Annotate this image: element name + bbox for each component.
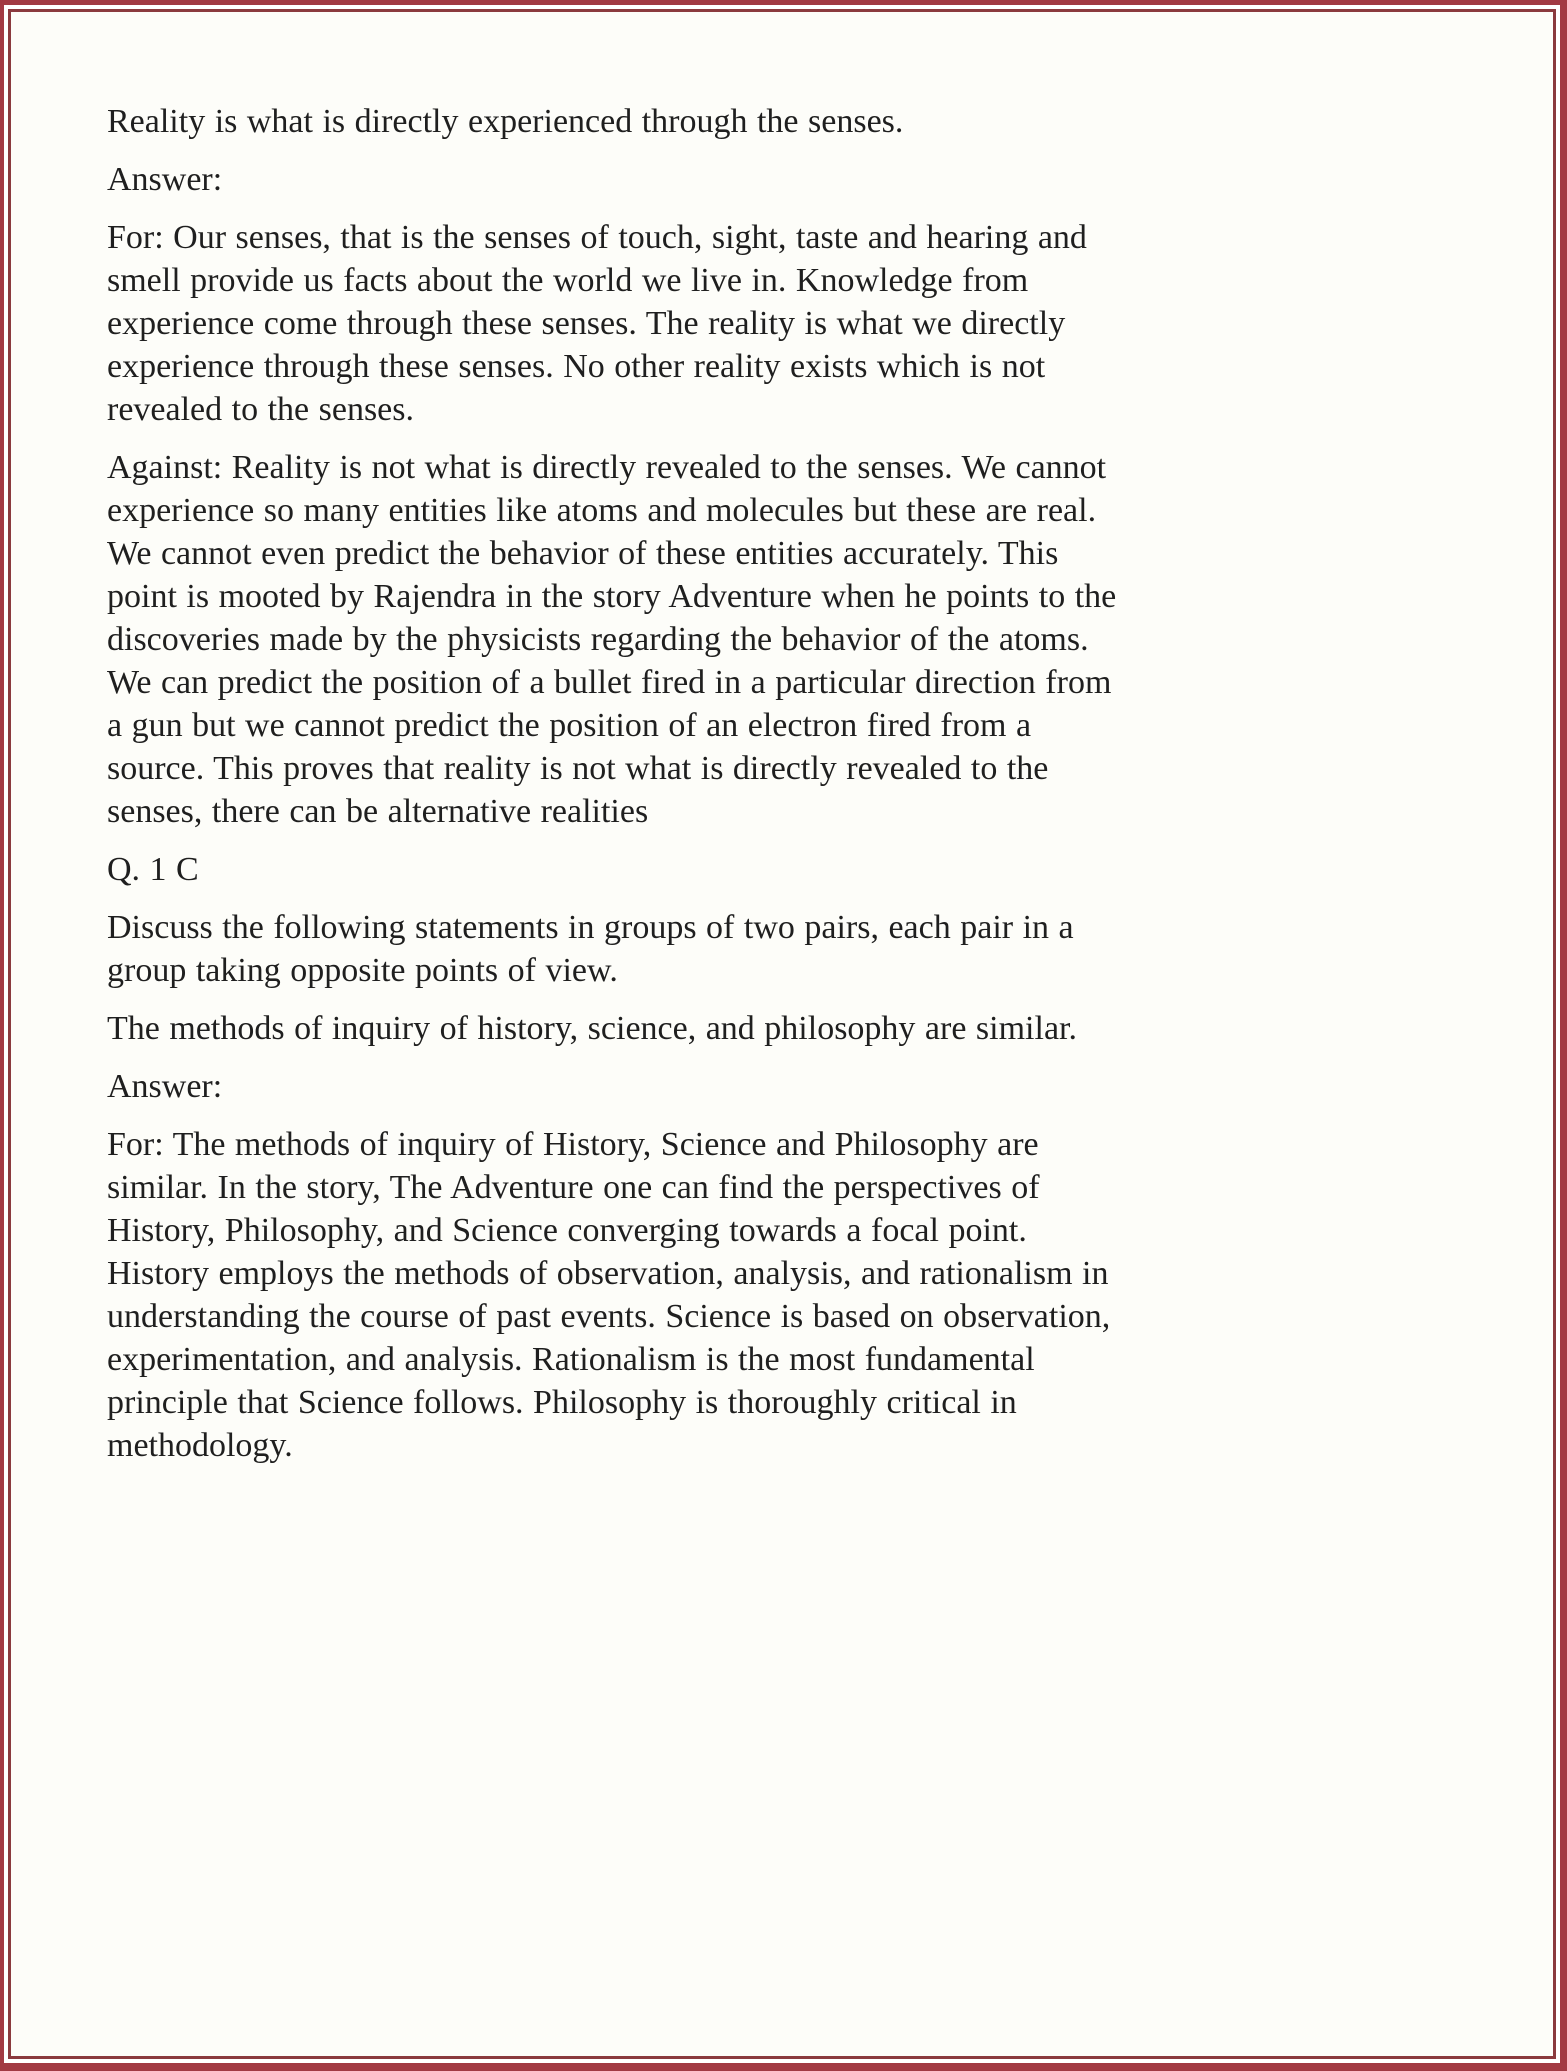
against-argument-paragraph: Against: Reality is not what is directly revealed to the senses. We cannot experience so many entities like atoms and molecules but these are real. We cannot even predict the behavior of these entities accurately. This point is mooted by Rajendra in the story Adventure when he points to the discoveries made by the physicists regarding the behavior of the atoms. We can predict the position of a bullet fired in a particular direction from a gun but we cannot predict the position of an electron fired from a source. This proves that reality is not what is directly revealed to the senses, there can be alternative realities xyxy=(107,449,1117,830)
for-argument-paragraph: For: Our senses, that is the senses of touch, sight, taste and hearing and smell provide us facts about the world we live in. Knowledge from experience come through these senses. The reality is what we directly experience through these senses. No other reality exists which is not revealed to the senses. xyxy=(107,219,1087,428)
document-page xyxy=(8,9,1556,2059)
answer-label: Answer: xyxy=(107,161,223,198)
statement-paragraph: The methods of inquiry of history, science, and philosophy are similar. xyxy=(107,1010,1077,1047)
answer-label: Answer: xyxy=(107,1068,223,1105)
document-content xyxy=(11,12,1122,1467)
statement-paragraph: Reality is what is directly experienced through the senses. xyxy=(107,103,904,140)
for-argument-paragraph: For: The methods of inquiry of History, Science and Philosophy are similar. In the story, The Adventure one can find the perspectives of History, Philosophy, and Science converging towards a focal point. History employs the methods of observation, analysis, and rationalism in understanding the course of past events. Science is based on observation, experimentation, and analysis. Rationalism is the most fundamental principle that Science follows. Philosophy is thoroughly critical in methodology. xyxy=(107,1126,1111,1464)
question-number: Q. 1 C xyxy=(107,851,199,888)
instruction-paragraph: Discuss the following statements in groups of two pairs, each pair in a group taking opposite points of view. xyxy=(107,909,1074,989)
